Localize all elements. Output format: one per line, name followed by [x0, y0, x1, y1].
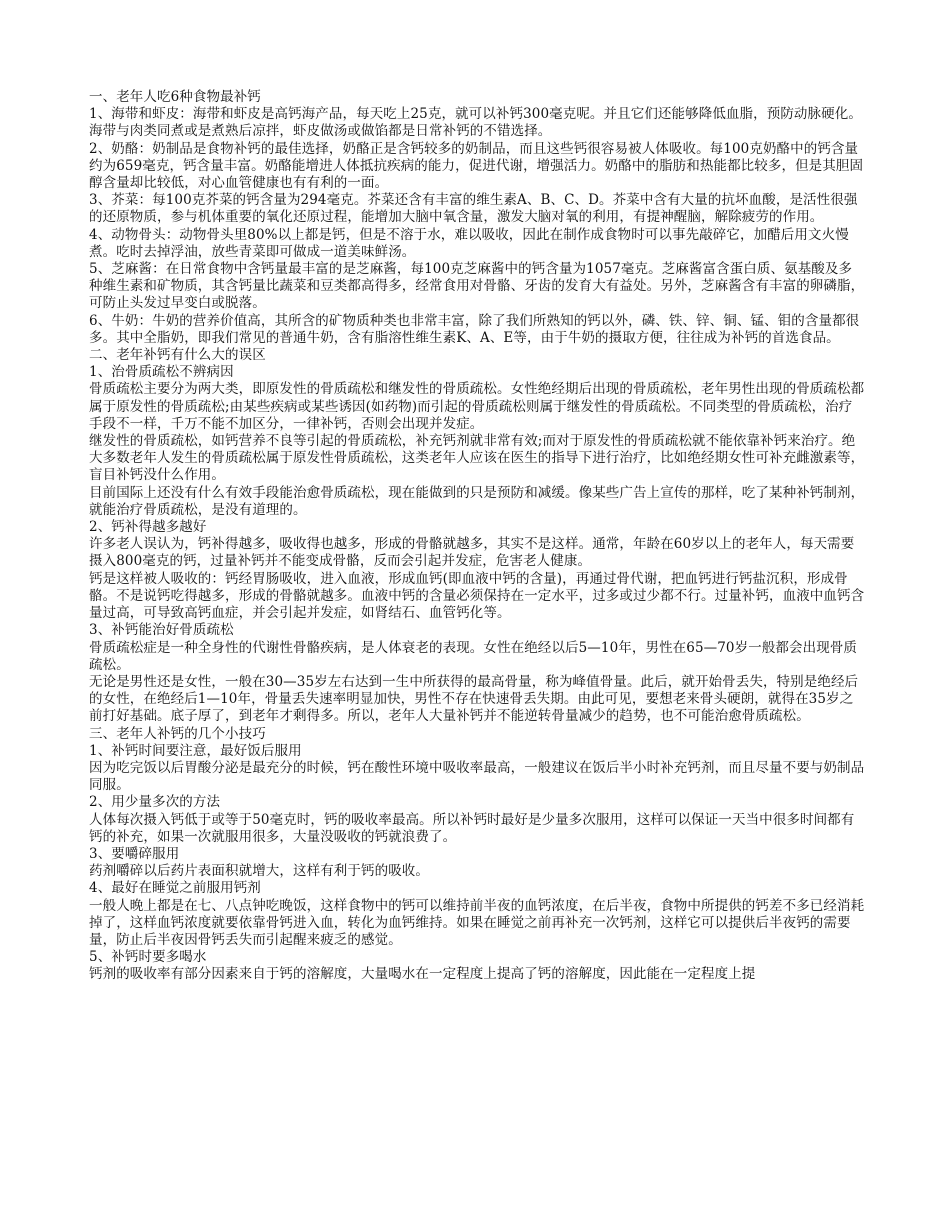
- paragraph: 骨质疏松主要分为两大类，即原发性的骨质疏松和继发性的骨质疏松。女性绝经期后出现的骨质疏松，老年男性出现的骨质疏松都属于原发性的骨质疏松;由某些疾病或某些诱因(如药物)而引起的骨质疏松则属于继发性的骨质疏松。不同类型的骨质疏松，治疗手段不一样，千万不能不加区分，一律补钙，否则会出现并发症。: [89, 381, 865, 432]
- paragraph: 因为吃完饭以后胃酸分泌是最充分的时候，钙在酸性环境中吸收率最高，一般建议在饭后半小时补充钙剂，而且尽量不要与奶制品同服。: [89, 759, 865, 794]
- subheading: 1、治骨质疏松不辨病因: [89, 364, 234, 381]
- section-heading-3: 三、老年人补钙的几个小技巧: [89, 725, 266, 742]
- paragraph: 一般人晚上都是在七、八点钟吃晚饭，这样食物中的钙可以维持前半夜的血钙浓度，在后半夜，食物中所提供的钙差不多已经消耗掉了，这样血钙浓度就要依靠骨钙进入血，转化为血钙维持。如果在睡觉之前再补充一次钙剂，这样它可以提供后半夜钙的需要量，防止后半夜因骨钙丢失而引起醒来疲乏的感觉。: [89, 897, 865, 948]
- paragraph: 6、牛奶：牛奶的营养价值高，其所含的矿物质种类也非常丰富，除了我们所熟知的钙以外，磷、铁、锌、铜、锰、钼的含量都很多。其中全脂奶，即我们常见的普通牛奶，含有脂溶性维生素K、A、E等，由于牛奶的摄取方便，往往成为补钙的首选食品。: [89, 312, 860, 346]
- document-body: [89, 89, 865, 984]
- paragraph: 药剂嚼碎以后药片表面积就增大，这样有利于钙的吸收。: [89, 863, 429, 880]
- paragraph: 无论是男性还是女性，一般在30—35岁左右达到一生中所获得的最高骨量，称为峰值骨量。此后，就开始骨丢失，特别是绝经后的女性，在绝经后1—10年，骨量丢失速率明显加快，男性不存在快速骨丢失期。由此可见，要想老来骨头硬朗，就得在35岁之前打好基础。底子厚了，到老年才剩得多。所以，老年人大量补钙并不能逆转骨量减少的趋势，也不可能治愈骨质疏松。: [89, 673, 859, 725]
- subheading: 5、补钙时要多喝水: [89, 949, 207, 966]
- paragraph: 人体每次摄入钙低于或等于50毫克时，钙的吸收率最高。所以补钙时最好是少量多次服用，这样可以保证一天当中很多时间都有钙的补充，如果一次就服用很多，大量没吸收的钙就浪费了。: [89, 811, 855, 845]
- subheading: 3、要嚼碎服用: [89, 845, 180, 862]
- paragraph: 3、芥菜：每100克芥菜的钙含量为294毫克。芥菜还含有丰富的维生素A、B、C、D。芥菜中含有大量的抗坏血酸，是活性很强的还原物质，参与机体重要的氧化还原过程，能增加大脑中氧含量，激发大脑对氧的利用，有提神醒脑，解除疲劳的作用。: [89, 192, 858, 226]
- subheading: 1、补钙时间要注意，最好饭后服用: [89, 742, 302, 759]
- section-heading-1: 一、老年人吃6种食物最补钙: [89, 89, 261, 105]
- subheading: 4、最好在睡觉之前服用钙剂: [89, 880, 261, 897]
- paragraph: 钙是这样被人吸收的：钙经胃肠吸收，进入血液，形成血钙(即血液中钙的含量)，再通过骨代谢，把血钙进行钙盐沉积，形成骨骼。不是说钙吃得越多，形成的骨骼就越多。血液中钙的含量必须保持在一定水平，过多或过少都不行。过量补钙，血液中血钙含量过高，可导致高钙血症，并会引起并发症，如肾结石、血管钙化等。: [89, 570, 865, 622]
- section-heading-2: 二、老年补钙有什么大的误区: [89, 347, 266, 364]
- paragraph: 许多老人误认为，钙补得越多，吸收得也越多，形成的骨骼就越多，其实不是这样。通常，年龄在60岁以上的老年人，每天需要摄入800毫克的钙，过量补钙并不能变成骨骼，反而会引起并发症，危害老人健康。: [89, 536, 855, 570]
- subheading: 2、钙补得越多越好: [89, 519, 207, 536]
- paragraph: 4、动物骨头：动物骨头里80%以上都是钙，但是不溶于水，难以吸收，因此在制作成食物时可以事先敲碎它，加醋后用文火慢煮。吃时去掉浮油，放些青菜即可做成一道美味鲜汤。: [89, 226, 849, 260]
- paragraph: 5、芝麻酱：在日常食物中含钙量最丰富的是芝麻酱，每100克芝麻酱中的钙含量为1057毫克。芝麻酱富含蛋白质、氨基酸及多种维生素和矿物质，其含钙量比蔬菜和豆类都高得多，经常食用对骨骼、牙齿的发育大有益处。另外，芝麻酱含有丰富的卵磷脂，可防止头发过早变白或脱落。: [89, 261, 865, 312]
- paragraph: 骨质疏松症是一种全身性的代谢性骨骼疾病，是人体衰老的表现。女性在绝经以后5—10年，男性在65—70岁一般都会出现骨质疏松。: [89, 639, 858, 673]
- paragraph: 2、奶酪：奶制品是食物补钙的最佳选择，奶酪正是含钙较多的奶制品，而且这些钙很容易被人体吸收。每100克奶酪中的钙含量约为659毫克，钙含量丰富。奶酪能增进人体抵抗疾病的能力，促进代谢，增强活力。奶酪中的脂肪和热能都比较多，但是其胆固醇含量却比较低，对心血管健康也有有利的一面。: [89, 140, 864, 192]
- paragraph: 目前国际上还没有什么有效手段能治愈骨质疏松，现在能做到的只是预防和减缓。像某些广告上宣传的那样，吃了某种补钙制剂，就能治疗骨质疏松，是没有道理的。: [89, 484, 865, 518]
- paragraph: 继发性的骨质疏松，如钙营养不良等引起的骨质疏松，补充钙剂就非常有效;而对于原发性的骨质疏松就不能依靠补钙来治疗。绝大多数老年人发生的骨质疏松属于原发性骨质疏松，这类老年人应该在医生的指导下进行治疗，比如绝经期女性可补充雌激素等，盲目补钙没什么作用。: [89, 433, 865, 484]
- paragraph: 钙剂的吸收率有部分因素来自于钙的溶解度，大量喝水在一定程度上提高了钙的溶解度，因此能在一定程度上提: [89, 966, 756, 983]
- paragraph: 1、海带和虾皮：海带和虾皮是高钙海产品，每天吃上25克，就可以补钙300毫克呢。并且它们还能够降低血脂，预防动脉硬化。海带与肉类同煮或是煮熟后凉拌，虾皮做汤或做馅都是日常补钙的不错选择。: [89, 106, 862, 140]
- subheading: 2、用少量多次的方法: [89, 794, 221, 811]
- subheading: 3、补钙能治好骨质疏松: [89, 622, 234, 639]
